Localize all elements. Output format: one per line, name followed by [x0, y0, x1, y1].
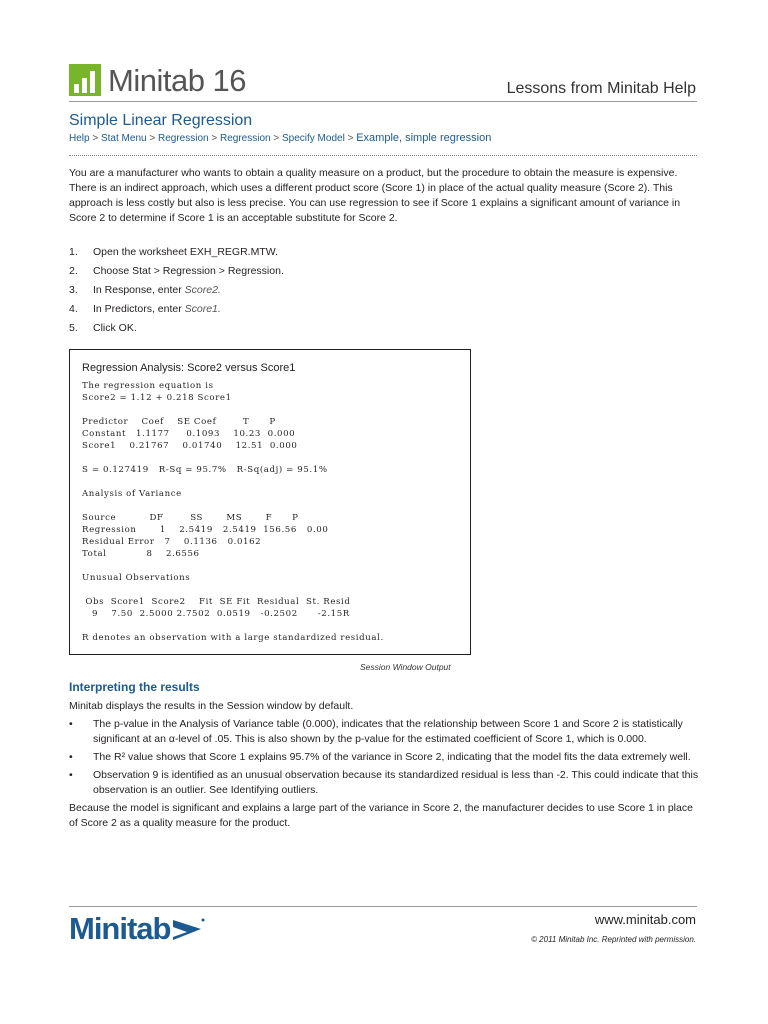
- figure-caption: Session Window Output: [360, 662, 451, 672]
- results-lead: Minitab displays the results in the Session window by default.: [69, 700, 354, 712]
- list-item: • Observation 9 is identified as an unusual observation because its standardized residual is less than -2. This could indicate that this observation is an outlier. See Identifying outliers.: [69, 769, 699, 796]
- copyright-text: © 2011 Minitab Inc. Reprinted with permission.: [531, 935, 696, 944]
- results-conclusion: Because the model is significant and explains a large part of the variance in Score 2, the manufacturer decides to use Score 1 in place of Score 2 as a quality measure for the product.: [69, 802, 693, 829]
- header-divider: [69, 101, 697, 102]
- breadcrumb-item[interactable]: Stat Menu: [100, 133, 147, 144]
- footer-divider: [69, 906, 697, 907]
- step-item: 1. Open the worksheet EXH_REGR.MTW.: [69, 246, 278, 258]
- website-link[interactable]: www.minitab.com: [594, 912, 696, 927]
- breadcrumb: Help > Stat Menu > Regression > Regression > Specify Model > Example, simple regression: [69, 132, 492, 144]
- step-item: 4. In Predictors, enter Score1.: [69, 303, 221, 315]
- logo-text: Minitab 16: [108, 63, 247, 98]
- arrow-logo-icon: [173, 916, 205, 942]
- minitab-16-logo: [69, 64, 246, 96]
- breadcrumb-item[interactable]: Specify Model: [281, 133, 345, 144]
- results-bullets: [69, 717, 699, 798]
- list-item: • The R² value shows that Score 1 explains 95.7% of the variance in Score 2, indicating that the model fits the data extremely well.: [69, 751, 691, 763]
- section-heading: Interpreting the results: [69, 680, 200, 694]
- session-window-output: [69, 349, 471, 655]
- minitab-footer-logo: [69, 912, 205, 946]
- list-item: • The p-value in the Analysis of Variance table (0.000), indicates that the relationship between Score 1 and Score 2 is statistically significant at an α-level of .05. This is also shown by the p-value for the estimated coefficient of Score 1, which is 0.000.: [69, 718, 683, 745]
- step-item: 5. Click OK.: [69, 322, 137, 334]
- breadcrumb-item[interactable]: Regression: [219, 133, 271, 144]
- header-tagline: Lessons from Minitab Help: [506, 80, 696, 97]
- results-section: [69, 699, 699, 831]
- step-item: 3. In Response, enter Score2.: [69, 284, 221, 296]
- footer-logo-text: Minitab: [69, 911, 171, 946]
- breadcrumb-item[interactable]: Regression: [157, 133, 209, 144]
- dotted-divider: [69, 155, 697, 156]
- step-item: 2. Choose Stat > Regression > Regression.: [69, 265, 284, 277]
- steps-list: [69, 246, 284, 341]
- bar-chart-logo-icon: [69, 64, 101, 96]
- breadcrumb-item[interactable]: Help: [69, 133, 90, 144]
- session-output-text: The regression equation is Score2 = 1.12 + 0.218 Score1 Predictor Coef SE Coef T P Constant 1.1177 0.1093 10.23 0.000 Score1 0.21767 0.01740 12.51 0.000 S = 0.127419 R-Sq = 95.7% R-Sq(adj) = 95.1% Analysis of Variance Source DF SS MS F P Regression 1 2.5419 2.5419 156.56 0.00 Residual Error 7 0.1136 0.0162 Total 8 2.6556 Unusual Observations Obs Score1 Score2 Fit SE Fit Residual St. Resid 9 7.50 2.5000 2.7502 0.0519 -0.2502 -2.15R R denotes an observation with a large standardized residual.: [82, 381, 384, 643]
- breadcrumb-current: Example, simple regression: [356, 132, 492, 144]
- session-title: Regression Analysis: Score2 versus Score1: [82, 362, 296, 374]
- intro-paragraph: You are a manufacturer who wants to obtain a quality measure on a product, but the procedure to obtain the measure is expensive. There is an indirect approach, which uses a different product score (Score 1) in place of the actual quality measure (Score 2). This approach is less costly but also is less precise. You can use regression to see if Score 1 explains a significant amount of variance in Score 2 to determine if Score 1 is an acceptable substitute for Score 2.: [69, 167, 681, 224]
- page-title: Simple Linear Regression: [69, 112, 253, 129]
